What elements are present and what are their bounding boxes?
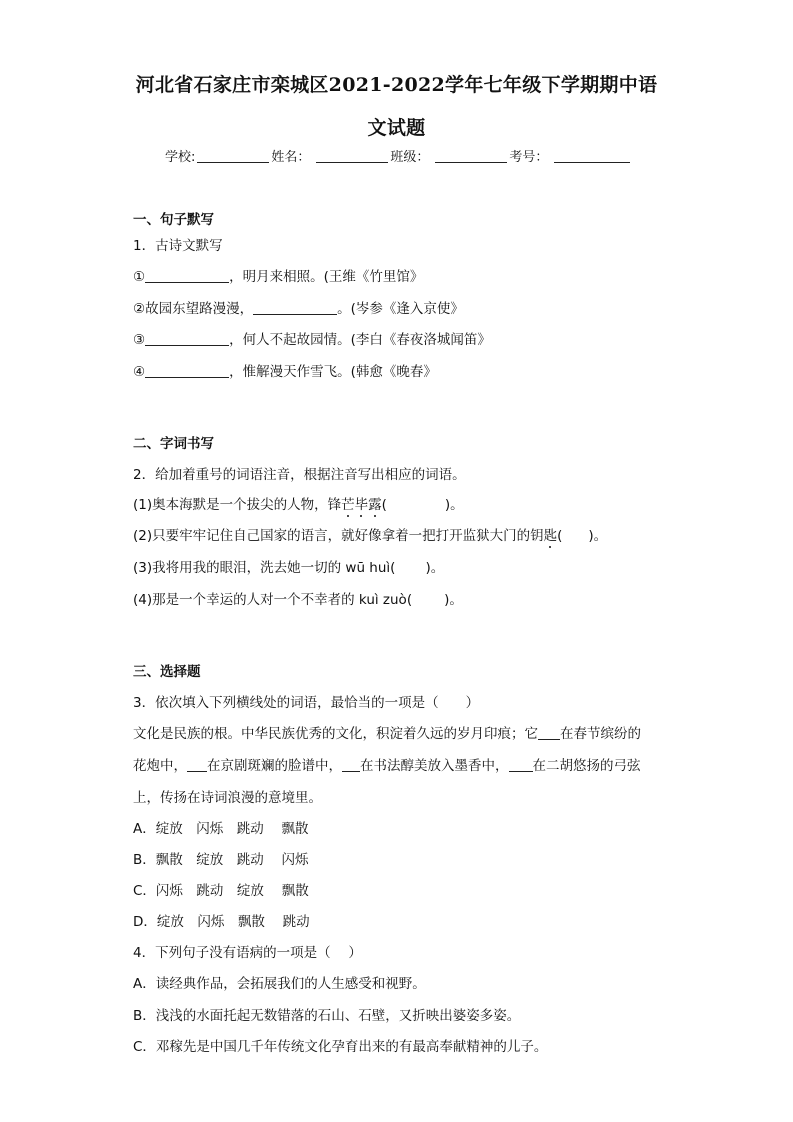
name-label: 姓名： (271, 150, 311, 165)
passage-blank (509, 757, 533, 772)
answer-blank[interactable] (253, 300, 337, 315)
emphasis-char: 匙 (543, 528, 558, 544)
class-blank[interactable] (435, 148, 507, 163)
emphasis-char: 芒 (341, 497, 355, 513)
q1-item-4: ④ ，惟解漫天作雪飞。(韩愈《晚春》 (133, 364, 437, 380)
question-3-stem: 3．依次填入下列横线处的词语，最恰当的一项是（ ） (133, 695, 480, 711)
class-label: 班级： (390, 150, 430, 165)
emphasis-char: 露 (368, 497, 382, 513)
section-heading-2: 二、字词书写 (133, 436, 214, 452)
q1-item-1: ① ，明月来相照。(王维《竹里馆》 (133, 269, 424, 285)
q2-item-4: (4)那是一个幸运的人对一个不幸者的 kuì zuò( )。 (133, 592, 463, 608)
q4-option-b[interactable]: B．浅浅的水面托起无数错落的石山、石壁，又折映出婆姿多姿。 (133, 1008, 521, 1024)
q3-option-b[interactable]: B．飘散 绽放 跳动 闪烁 (133, 852, 309, 868)
exam-no-blank[interactable] (554, 148, 630, 163)
q2-item-3: (3)我将用我的眼泪，洗去她一切的 wū huì( )。 (133, 560, 445, 576)
student-info-line (165, 146, 632, 165)
q3-passage-line-2: 花炮中， 在京剧斑斓的脸谱中， 在书法醇美放入墨香中， 在二胡悠扬的弓弦 (133, 758, 641, 774)
name-blank[interactable] (316, 148, 388, 163)
q3-option-a[interactable]: A．绽放 闪烁 跳动 飘散 (133, 821, 309, 837)
answer-blank[interactable] (145, 268, 229, 283)
answer-blank[interactable] (145, 331, 229, 346)
q4-option-c[interactable]: C．邓稼先是中国几千年传统文化孕育出来的有最高奉献精神的儿子。 (133, 1039, 548, 1055)
page-title-continued: 文试题 (367, 117, 426, 139)
q3-option-d[interactable]: D．绽放 闪烁 飘散 跳动 (133, 914, 310, 930)
school-label: 学校: (165, 150, 196, 165)
school-blank[interactable] (197, 148, 269, 163)
q3-option-c[interactable]: C．闪烁 跳动 绽放 飘散 (133, 883, 309, 899)
section-heading-1: 一、句子默写 (133, 212, 214, 228)
answer-blank[interactable] (145, 363, 229, 378)
question-4-stem: 4．下列句子没有语病的一项是（ ） (133, 945, 362, 961)
section-heading-3: 三、选择题 (133, 664, 201, 680)
q2-item-2: (2)只要牢牢记住自己国家的语言，就好像拿着一把打开监狱大门的钥匙( )。 (133, 528, 608, 544)
title-line-1: 河北省石家庄市栾城区2021-2022学年七年级下学期期中语 (135, 74, 658, 96)
q1-item-2: ②故园东望路漫漫， 。(岑参《逢入京使》 (133, 301, 464, 317)
passage-blank (187, 757, 207, 772)
passage-blank (538, 725, 560, 740)
passage-blank (342, 757, 360, 772)
q3-passage-line-3: 上，传扬在诗词浪漫的意境里。 (133, 790, 322, 806)
exam-no-label: 考号： (509, 150, 549, 165)
page-title (0, 70, 793, 97)
q3-passage-line-1: 文化是民族的根。中华民族优秀的文化，积淀着久远的岁月印痕；它 在春节缤纷的 (133, 726, 641, 742)
q1-item-3: ③ ，何人不起故园情。(李白《春夜洛城闻笛》 (133, 332, 491, 348)
q2-item-1: (1)奥本海默是一个拔尖的人物，锋芒毕露( )。 (133, 497, 464, 513)
question-2-stem: 2．给加着重号的词语注音，根据注音写出相应的词语。 (133, 467, 466, 483)
question-1-stem: 1．古诗文默写 (133, 238, 223, 254)
q4-option-a[interactable]: A．读经典作品，会拓展我们的人生感受和视野。 (133, 976, 426, 992)
emphasis-char: 毕 (354, 497, 369, 513)
